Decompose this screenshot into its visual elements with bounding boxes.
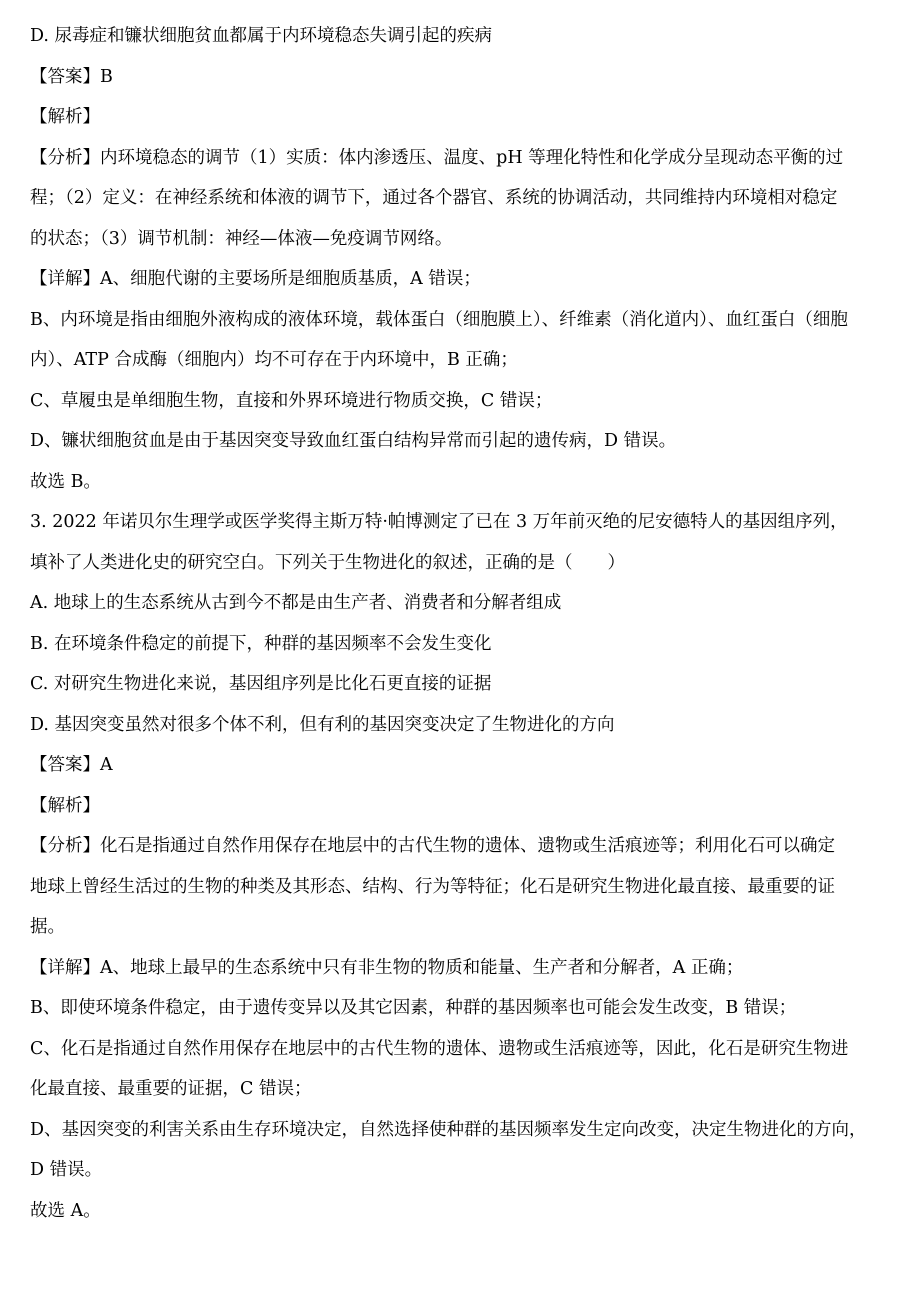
q3-detail-line-4: 化最直接、最重要的证据，C 错误； bbox=[30, 1079, 312, 1099]
q3-answer bbox=[30, 745, 880, 786]
q3-option-b: B. 在环境条件稳定的前提下，种群的基因频率不会发生变化 bbox=[30, 633, 492, 654]
q3-analysis-line-1: 【分析】化石是指通过自然作用保存在地层中的古代生物的遗体、遗物或生活痕迹等；利用化石可以确定 bbox=[30, 836, 835, 856]
q2-option-d: D. 尿毒症和镰状细胞贫血都属于内环境稳态失调引起的疾病 bbox=[30, 26, 493, 46]
q3-option-a: A. 地球上的生态系统从古到今不都是由生产者、消费者和分解者组成 bbox=[30, 593, 562, 613]
q3-conclusion: 故选 A。 bbox=[30, 1200, 101, 1221]
q2-detail-line-5: D、镰状细胞贫血是由于基因突变导致血红蛋白结构异常而引起的遗传病，D 错误。 bbox=[30, 431, 677, 451]
answer-tag: 【答案】 bbox=[30, 66, 100, 87]
q3-analysis-line-3: 据。 bbox=[30, 917, 65, 937]
q3-detail-line-3: C、化石是指通过自然作用保存在地层中的古代生物的遗体、遗物或生活痕迹等，因此，化石是研究生物进 bbox=[30, 1038, 849, 1059]
q2-detail-line-1: 【详解】A、细胞代谢的主要场所是细胞质基质，A 错误； bbox=[30, 269, 481, 289]
q3-analysis-tag: 【解析】 bbox=[30, 795, 100, 816]
q3-detail-line-6: D 错误。 bbox=[30, 1160, 103, 1180]
answer-tag: 【答案】 bbox=[30, 755, 100, 775]
document-page bbox=[30, 16, 880, 1231]
q2-analysis-line-1: 【分析】内环境稳态的调节（1）实质：体内渗透压、温度、pH 等理化特性和化学成分呈现动态平衡的过 bbox=[30, 147, 844, 168]
q3-option-d: D. 基因突变虽然对很多个体不利，但有利的基因突变决定了生物进化的方向 bbox=[30, 714, 615, 735]
answer-value: A bbox=[100, 755, 113, 775]
q2-detail-line-2: B、内环境是指由细胞外液构成的液体环境，载体蛋白（细胞膜上）、纤维素（消化道内）、血红蛋白（细胞 bbox=[30, 309, 848, 330]
q2-analysis-line-2: 程；（2）定义：在神经系统和体液的调节下，通过各个器官、系统的协调活动，共同维持内环境相对稳定 bbox=[30, 188, 838, 208]
q3-analysis-line-2: 地球上曾经生活过的生物的种类及其形态、结构、行为等特征；化石是研究生物进化最直接、最重要的证 bbox=[30, 876, 835, 897]
q3-option-c: C. 对研究生物进化来说，基因组序列是比化石更直接的证据 bbox=[30, 674, 492, 694]
q2-conclusion: 故选 B。 bbox=[30, 471, 101, 492]
q3-stem-line-1: 3. 2022 年诺贝尔生理学或医学奖得主斯万特·帕博测定了已在 3 万年前灭绝的尼安德特人的基因组序列， bbox=[30, 512, 848, 532]
q3-detail-line-5: D、基因突变的利害关系由生存环境决定，自然选择使种群的基因频率发生定向改变，决定生物进化的方向， bbox=[30, 1119, 867, 1140]
q2-detail-line-3: 内）、ATP 合成酶（细胞内）均不可存在于内环境中，B 正确； bbox=[30, 350, 518, 370]
q2-analysis-line-3: 的状态；（3）调节机制：神经—体液—免疫调节网络。 bbox=[30, 228, 453, 249]
q3-detail-line-1: 【详解】A、地球上最早的生态系统中只有非生物的物质和能量、生产者和分解者，A 正确； bbox=[30, 957, 744, 978]
answer-value: B bbox=[100, 66, 113, 87]
q3-stem-line-2: 填补了人类进化史的研究空白。下列关于生物进化的叙述，正确的是（ ） bbox=[30, 552, 625, 573]
q2-detail-line-4: C、草履虫是单细胞生物，直接和外界环境进行物质交换，C 错误； bbox=[30, 390, 553, 411]
q2-analysis-tag: 【解析】 bbox=[30, 107, 100, 127]
q3-detail-line-2: B、即使环境条件稳定，由于遗传变异以及其它因素，种群的基因频率也可能会发生改变，B 错误； bbox=[30, 998, 797, 1018]
q2-answer bbox=[30, 57, 880, 98]
